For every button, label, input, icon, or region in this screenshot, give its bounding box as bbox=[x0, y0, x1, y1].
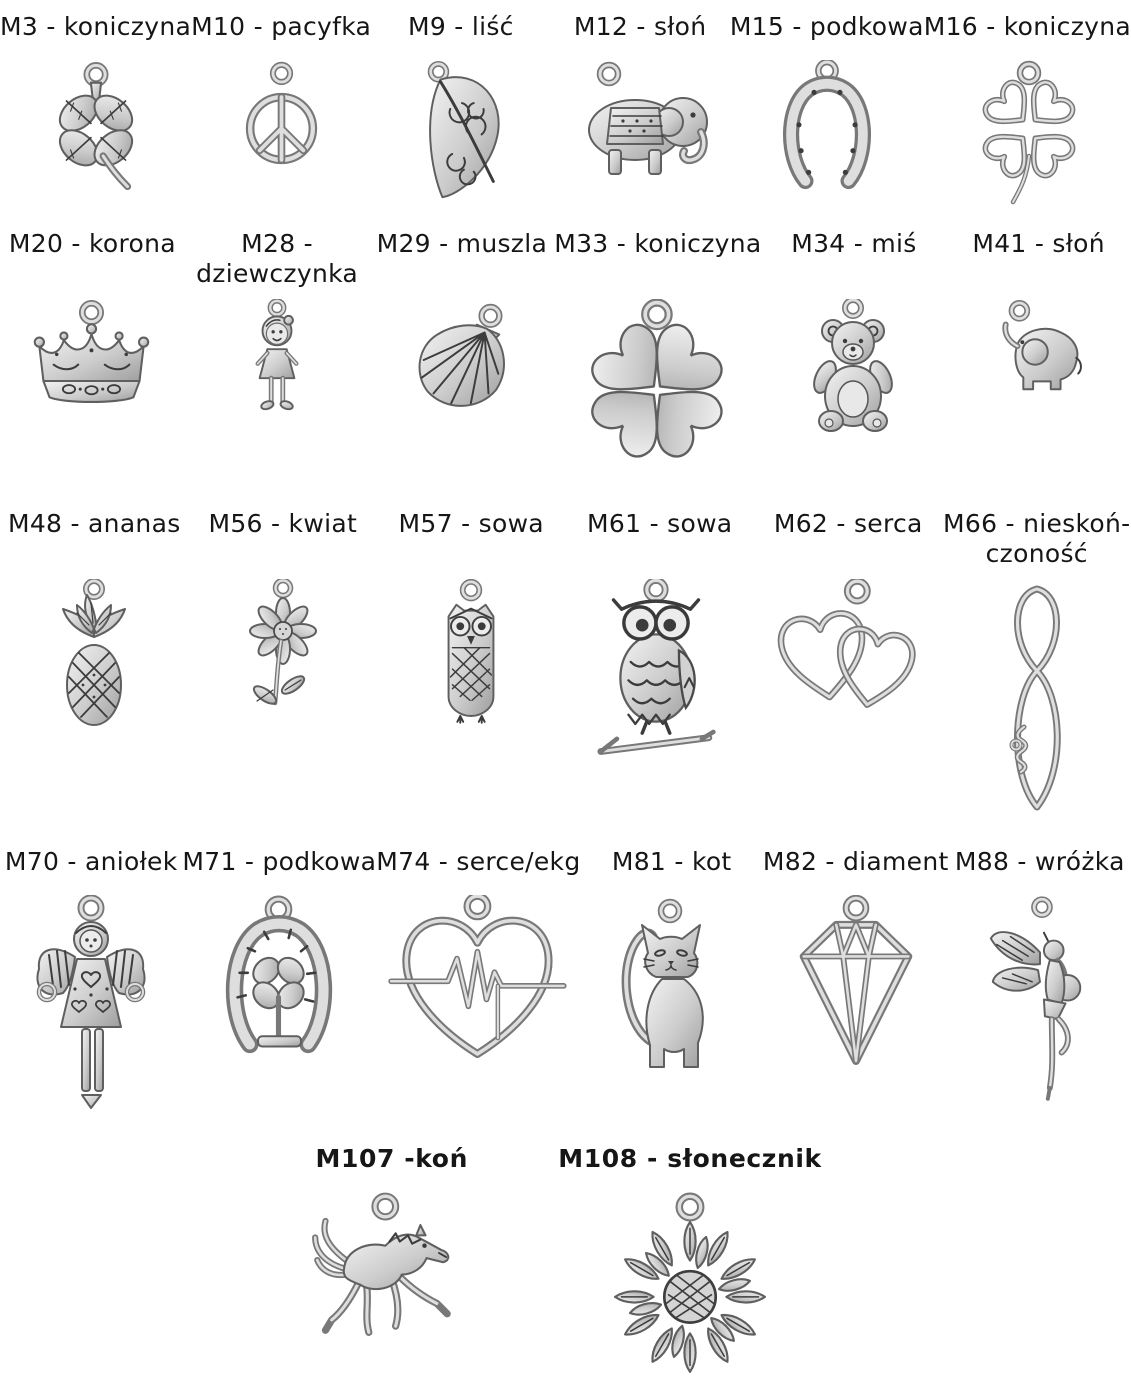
cat-icon bbox=[614, 895, 729, 1090]
pineapple-icon bbox=[47, 579, 142, 739]
crown-icon bbox=[23, 299, 161, 417]
charm-item bbox=[371, 12, 550, 215]
charm-label: M12 - słoń bbox=[573, 12, 707, 41]
charm-label: M71 - podkowa bbox=[182, 847, 377, 876]
charm-label: M88 - wróżka bbox=[954, 847, 1125, 876]
catalog-row-4 bbox=[0, 829, 1131, 1130]
charm-label: M33 - koniczyna bbox=[554, 229, 762, 258]
four-leaf-clover-icon bbox=[40, 60, 152, 198]
charm-label: M20 - korona bbox=[8, 229, 176, 258]
double-hearts-icon bbox=[774, 579, 922, 727]
charm-label: M10 - pacyfka bbox=[191, 12, 372, 41]
charm-label: M82 - diament bbox=[762, 847, 949, 876]
charm-item bbox=[377, 509, 566, 829]
horseshoe-clover-icon bbox=[215, 895, 343, 1069]
charm-item bbox=[376, 847, 580, 1130]
charm-item bbox=[191, 12, 371, 215]
catalog-row-1 bbox=[0, 0, 1131, 215]
charm-label: M81 - kot bbox=[611, 847, 732, 876]
sunflower-icon bbox=[606, 1192, 774, 1374]
charm-item bbox=[182, 847, 376, 1130]
charm-item bbox=[949, 847, 1131, 1130]
charm-item bbox=[730, 12, 924, 215]
angel-icon bbox=[29, 895, 154, 1130]
charm-item bbox=[551, 12, 730, 215]
charm-label: M62 - serca bbox=[773, 509, 923, 538]
charm-label: M74 - serce/ekg bbox=[376, 847, 581, 876]
catalog-row-3 bbox=[0, 487, 1131, 829]
charm-item bbox=[0, 12, 191, 215]
elephant-icon bbox=[565, 60, 715, 195]
small-elephant-icon bbox=[990, 299, 1088, 402]
peace-sign-icon bbox=[234, 60, 329, 179]
charm-item bbox=[554, 229, 761, 487]
charm-item bbox=[369, 229, 554, 487]
catalog-row-2 bbox=[0, 215, 1131, 487]
charm-item bbox=[185, 229, 370, 487]
charm-label: M61 - sowa bbox=[587, 509, 733, 538]
diamond-icon bbox=[782, 895, 930, 1083]
charm-label: M108 - słonecznik bbox=[558, 1144, 822, 1173]
horseshoe-icon bbox=[773, 60, 881, 195]
charm-item bbox=[0, 229, 185, 487]
charm-item bbox=[924, 12, 1131, 215]
charm-item bbox=[558, 1144, 822, 1374]
heart-ekg-icon bbox=[384, 895, 572, 1071]
owl-icon bbox=[431, 579, 511, 731]
charm-label: M41 - słoń bbox=[972, 229, 1105, 258]
charm-item bbox=[581, 847, 763, 1130]
charm-item bbox=[0, 509, 189, 829]
charm-label: M56 - kwiat bbox=[208, 509, 358, 538]
charm-item bbox=[309, 1144, 474, 1374]
owl-on-branch-icon bbox=[594, 579, 726, 769]
charm-item bbox=[0, 847, 182, 1130]
charm-item bbox=[762, 229, 947, 487]
charm-item bbox=[754, 509, 943, 829]
charm-label: M48 - ananas bbox=[7, 509, 181, 538]
teddy-bear-icon bbox=[801, 299, 906, 439]
charm-label: M15 - podkowa bbox=[729, 12, 924, 41]
charm-item bbox=[946, 229, 1131, 487]
charm-item bbox=[943, 509, 1131, 829]
charm-label: M16 - koniczyna bbox=[923, 12, 1131, 41]
seashell-icon bbox=[408, 299, 516, 422]
charm-label: M29 - muszla bbox=[376, 229, 548, 258]
charm-label: M34 - miś bbox=[791, 229, 917, 258]
charm-item bbox=[566, 509, 755, 829]
charm-label: M57 - sowa bbox=[398, 509, 544, 538]
charm-item bbox=[763, 847, 949, 1130]
charm-label: M66 - nieskoń- czoność bbox=[943, 509, 1131, 568]
charm-label: M107 -koń bbox=[315, 1144, 468, 1173]
catalog-row-5 bbox=[0, 1130, 1131, 1374]
fairy-icon bbox=[983, 895, 1096, 1107]
charm-item bbox=[189, 509, 378, 829]
flower-icon bbox=[243, 579, 323, 739]
charm-label: M28 - dziewczynka bbox=[196, 229, 359, 288]
charm-label: M70 - aniołek bbox=[4, 847, 178, 876]
charm-label: M9 - liść bbox=[407, 12, 514, 41]
horse-icon bbox=[309, 1192, 474, 1352]
clover-heart-outline-icon bbox=[977, 60, 1077, 215]
girl-icon bbox=[246, 299, 308, 439]
infinity-love-icon bbox=[992, 579, 1082, 829]
leaf-icon bbox=[407, 60, 515, 202]
clover-hearts-icon bbox=[590, 299, 725, 487]
charm-label: M3 - koniczyna bbox=[0, 12, 192, 41]
